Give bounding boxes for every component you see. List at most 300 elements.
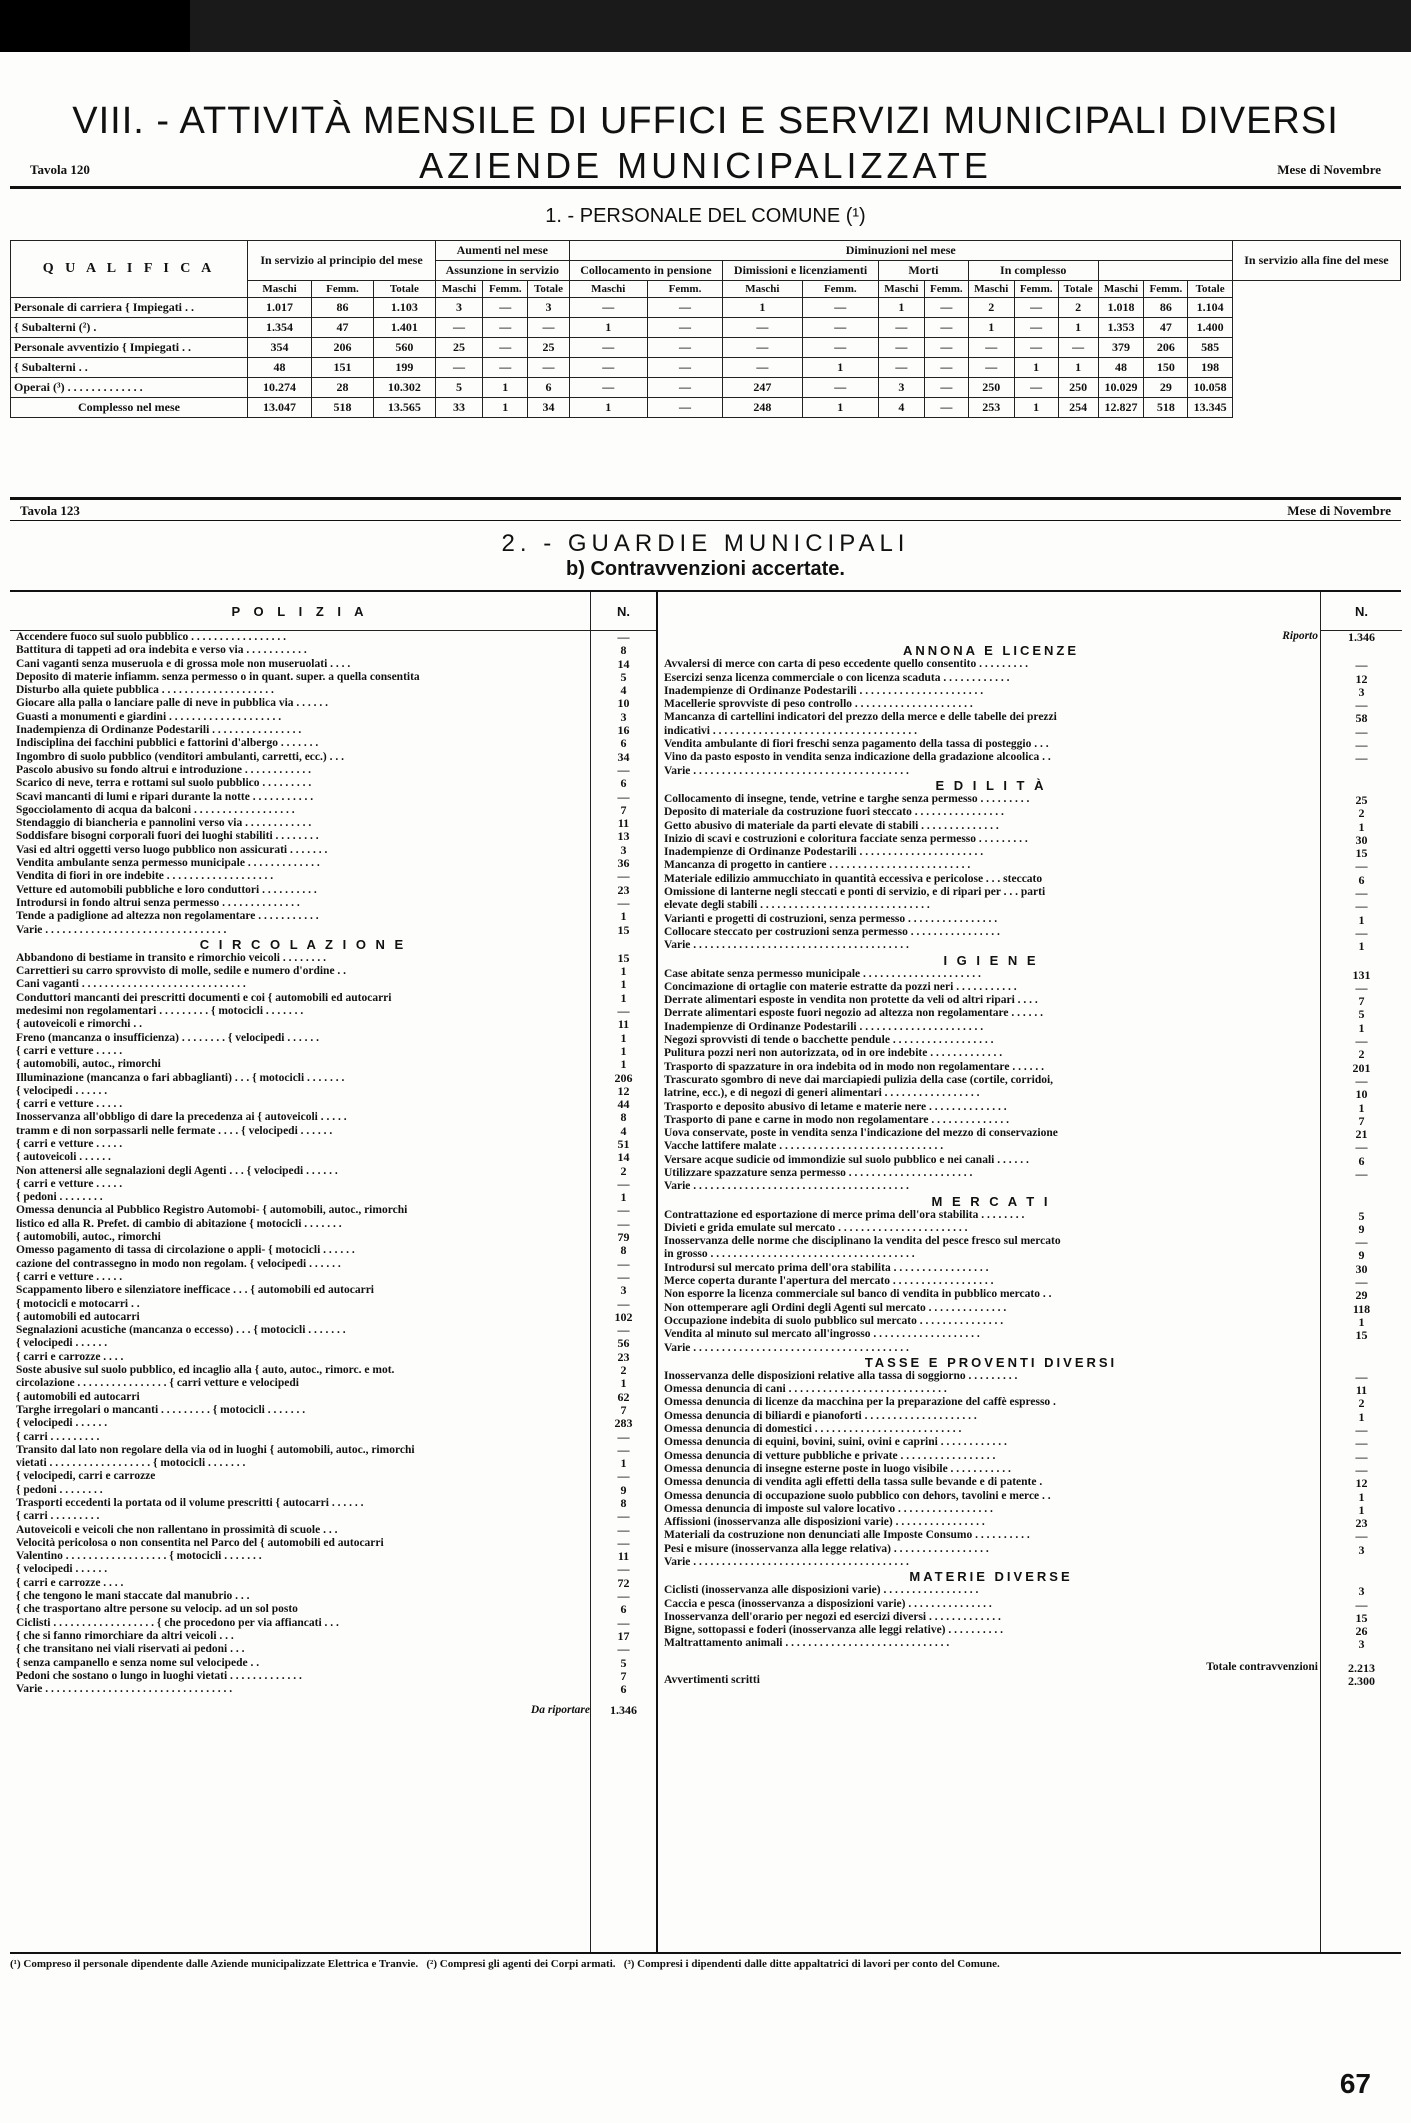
circolazione-count: 79 bbox=[617, 1230, 630, 1245]
section-header: MATERIE DIVERSE bbox=[909, 1569, 1073, 1585]
circolazione-count: 23 bbox=[617, 1349, 630, 1364]
cell: — bbox=[879, 358, 925, 378]
circolazione-count: 7 bbox=[620, 1668, 627, 1683]
avvertimenti-value: 2.300 bbox=[1348, 1674, 1375, 1689]
cell: 198 bbox=[1188, 358, 1232, 378]
cell: 199 bbox=[373, 358, 435, 378]
cell: — bbox=[647, 318, 722, 338]
circolazione-row: Segnalazioni acustiche (mancanza o eccesso) . . . { motocicli . . . . . . . bbox=[16, 1324, 346, 1337]
circolazione-count: 14 bbox=[617, 1150, 630, 1165]
row-label: { Subalterni (²) . bbox=[11, 318, 248, 338]
right-count: — bbox=[1355, 1275, 1368, 1290]
right-count: 3 bbox=[1358, 1542, 1365, 1557]
right-row: Omissione di lanterne negli steccati e ponti di servizio, e di ripari per . . . parti bbox=[664, 886, 1046, 899]
circolazione-row: vietati . . . . . . . . . . . . . . . . . . { motocicli . . . . . . . bbox=[16, 1457, 246, 1470]
circolazione-count: 3 bbox=[620, 1283, 627, 1298]
right-row: Omessa denuncia di biliardi e pianoforti . . . . . . . . . . . . . . . . . . . . bbox=[664, 1409, 977, 1422]
month-label: Mese di Novembre bbox=[1277, 162, 1381, 177]
scan-dark-corner bbox=[0, 0, 190, 52]
right-row: in grosso . . . . . . . . . . . . . . . . . . . . . . . . . . . . . . . . . . . . bbox=[664, 1248, 915, 1261]
spacer bbox=[1321, 779, 1402, 794]
table-row bbox=[11, 358, 1401, 378]
row-label: Operai (³) . . . . . . . . . . . . . bbox=[11, 378, 248, 398]
cell: 206 bbox=[312, 338, 374, 358]
footnote-3: (³) Compresi i dipendenti dalle ditte appaltatrici di lavori per conto del Comune. bbox=[623, 1958, 1000, 1970]
cell: — bbox=[924, 358, 968, 378]
circolazione-count: 2 bbox=[620, 1363, 627, 1378]
right-count: — bbox=[1355, 1597, 1368, 1612]
total-cell: 518 bbox=[312, 398, 374, 418]
cell: 3 bbox=[879, 378, 925, 398]
right-count: 23 bbox=[1355, 1516, 1368, 1531]
polizia-row: Scarico di neve, terra e rottami sul suolo pubblico . . . . . . . . . bbox=[16, 777, 312, 790]
polizia-row: Deposito di materie infiamm. senza permesso o in quant. super. a quella consentita bbox=[16, 670, 420, 683]
cell: 10.302 bbox=[373, 378, 435, 398]
right-row: Macellerie sprovviste di peso controllo . . . . . . . . . . . . . . . . . . . . . bbox=[664, 698, 973, 711]
right-row: Non esporre la licenza commerciale sul banco di vendita in pubblico mercato . . bbox=[664, 1288, 1052, 1301]
right-row: Uova conservate, poste in vendita senza l'indicazione del mezzo di conservazione bbox=[664, 1127, 1058, 1140]
tavola-label: Tavola 120 bbox=[30, 162, 90, 177]
table-row bbox=[11, 378, 1401, 398]
cell: — bbox=[483, 318, 528, 338]
polizia-row: Giocare alla palla o lanciare palle di neve in pubblica via . . . . . . bbox=[16, 697, 329, 710]
right-count: 29 bbox=[1355, 1288, 1368, 1303]
right-row: Trasporto di spazzature in ora indebita od in modo non regolamentare . . . . . . bbox=[664, 1060, 1044, 1073]
avvertimenti-label: Avvertimenti scritti bbox=[664, 1674, 760, 1687]
section-header: ANNONA E LICENZE bbox=[902, 643, 1080, 659]
circolazione-count: — bbox=[617, 1323, 630, 1338]
right-row: Non ottemperare agli Ordini degli Agenti sul mercato . . . . . . . . . . . . . . bbox=[664, 1301, 1007, 1314]
right-count: 6 bbox=[1358, 1153, 1365, 1168]
cell: — bbox=[723, 358, 802, 378]
right-row: Inosservanza dell'orario per negozi ed esercizi diversi . . . . . . . . . . . . . bbox=[664, 1610, 1001, 1623]
right-count: 201 bbox=[1352, 1060, 1371, 1075]
cell: — bbox=[723, 318, 802, 338]
right-count: — bbox=[1355, 1034, 1368, 1049]
circolazione-row: { carri e vetture . . . . . bbox=[16, 1177, 123, 1190]
right-count: — bbox=[1355, 1235, 1368, 1250]
total-row bbox=[11, 398, 1401, 418]
page-number: 67 bbox=[1339, 2068, 1371, 2099]
polizia-row: Vendita di fiori in ore indebite . . . . . . . . . . . . . . . . . . . bbox=[16, 870, 274, 883]
right-count: 10 bbox=[1355, 1087, 1368, 1102]
section1-title: 1. - PERSONALE DEL COMUNE (¹) bbox=[545, 205, 866, 227]
circolazione-row: tramm e di non sorpassarli nelle fermate . . . . { velocipedi . . . . . . bbox=[16, 1124, 333, 1137]
cell: 150 bbox=[1144, 358, 1188, 378]
right-row: Varie . . . . . . . . . . . . . . . . . . . . . . . . . . . . . . . . . . . . . . bbox=[664, 764, 909, 777]
right-count bbox=[1321, 1343, 1402, 1356]
right-row: Contrattazione ed esportazione di merce prima dell'ora stabilita . . . . . . . . bbox=[664, 1208, 1025, 1221]
cell: — bbox=[1014, 298, 1058, 318]
row-label: Personale avventizio { Impiegati . . bbox=[11, 338, 248, 358]
polizia-count: — bbox=[617, 895, 630, 910]
polizia-count: 10 bbox=[617, 696, 630, 711]
circolazione-count: 1 bbox=[620, 1376, 627, 1391]
left-total: 1.346 bbox=[610, 1703, 637, 1718]
cell: — bbox=[968, 338, 1014, 358]
right-row: Omessa denuncia di occupazione suolo pubblico con dehors, tavolini e merce . . bbox=[664, 1489, 1051, 1502]
total-cell: 13.047 bbox=[248, 398, 312, 418]
circolazione-count: 8 bbox=[620, 1496, 627, 1510]
cell: — bbox=[483, 298, 528, 318]
polizia-count: 1 bbox=[620, 909, 627, 924]
right-row: Mancanza di progetto in cantiere . . . . . . . . . . . . . . . . . . . . . . . . . bbox=[664, 859, 971, 872]
right-count: 1 bbox=[1358, 1100, 1365, 1115]
section-header: M E R C A T I bbox=[931, 1193, 1051, 1209]
right-row: Trasporto e deposito abusivo di letame e materie nere . . . . . . . . . . . . . . bbox=[664, 1100, 1007, 1113]
total-cell: 13.565 bbox=[373, 398, 435, 418]
total-cell: 1 bbox=[569, 398, 647, 418]
circolazione-row: Omesso pagamento di tassa di circolazione o appli- { motocicli . . . . . . bbox=[16, 1244, 355, 1257]
col-diminuzioni: Diminuzioni nel mese bbox=[569, 241, 1232, 261]
cell: 1.401 bbox=[373, 318, 435, 338]
right-number-column bbox=[1320, 592, 1402, 1952]
polizia-row: Scavi mancanti di lumi e ripari durante la notte . . . . . . . . . . . bbox=[16, 790, 314, 803]
right-count: 21 bbox=[1355, 1127, 1368, 1142]
right-row: Inadempienze di Ordinanze Podestarili . . . . . . . . . . . . . . . . . . . . . . bbox=[664, 1020, 984, 1033]
polizia-row: Guasti a monumenti e giardini . . . . . . . . . . . . . . . . . . . . bbox=[16, 710, 282, 723]
cell: 2 bbox=[1058, 298, 1098, 318]
circolazione-row: Scappamento libero e silenziatore inefficace . . . { automobili ed autocarri bbox=[16, 1284, 374, 1297]
cell: — bbox=[924, 298, 968, 318]
right-count: — bbox=[1355, 724, 1368, 739]
circolazione-row: listico ed alla R. Prefet. di cambio di abitazione { motocicli . . . . . . . bbox=[16, 1217, 342, 1230]
right-count: 58 bbox=[1355, 711, 1368, 726]
circolazione-count: 283 bbox=[614, 1416, 633, 1431]
circolazione-row: { automobili, autoc., rimorchi bbox=[16, 1231, 161, 1244]
circolazione-count: 4 bbox=[620, 1123, 627, 1138]
circolazione-count: — bbox=[617, 1203, 630, 1218]
right-row: Varie . . . . . . . . . . . . . . . . . . . . . . . . . . . . . . . . . . . . . . bbox=[664, 939, 909, 952]
right-count: — bbox=[1355, 925, 1368, 940]
cell: — bbox=[924, 318, 968, 338]
cell: — bbox=[647, 378, 722, 398]
total-label: Complesso nel mese bbox=[11, 398, 248, 418]
cell: 1 bbox=[569, 318, 647, 338]
circolazione-row: Trasporti eccedenti la portata od il volume prescritti { autocarri . . . . . . bbox=[16, 1497, 364, 1509]
cell: 1 bbox=[1058, 318, 1098, 338]
totale-label: Totale contravvenzioni bbox=[1206, 1660, 1318, 1673]
cell: — bbox=[1014, 318, 1058, 338]
circolazione-count: — bbox=[617, 1535, 630, 1550]
circolazione-count: 1 bbox=[620, 1030, 627, 1045]
cell: — bbox=[569, 358, 647, 378]
circolazione-row: { velocipedi . . . . . . bbox=[16, 1417, 108, 1430]
circolazione-row: Valentino . . . . . . . . . . . . . . . . . . { motocicli . . . . . . . bbox=[16, 1550, 262, 1563]
circolazione-row: { carri e vetture . . . . . bbox=[16, 1270, 123, 1283]
right-count: — bbox=[1355, 698, 1368, 713]
total-cell: 13.345 bbox=[1188, 398, 1232, 418]
subhead-cell: Femm. bbox=[1144, 281, 1188, 298]
subhead-cell: Maschi bbox=[569, 281, 647, 298]
right-count: — bbox=[1355, 1462, 1368, 1477]
circolazione-count: 44 bbox=[617, 1097, 630, 1112]
circolazione-row: Cani vaganti . . . . . . . . . . . . . . . . . . . . . . . . . . . . . bbox=[16, 978, 246, 991]
cell: 354 bbox=[248, 338, 312, 358]
right-count: 15 bbox=[1355, 1610, 1368, 1625]
polizia-row: Varie . . . . . . . . . . . . . . . . . . . . . . . . . . . . . . . . bbox=[16, 923, 227, 936]
circolazione-row: { velocipedi . . . . . . bbox=[16, 1563, 108, 1576]
circolazione-count: — bbox=[617, 1216, 630, 1231]
subhead-cell: Femm. bbox=[802, 281, 878, 298]
circolazione-count: 12 bbox=[617, 1083, 630, 1098]
right-row: Omessa denuncia di imposte sul valore locativo . . . . . . . . . . . . . . . . . bbox=[664, 1502, 993, 1515]
circolazione-count: — bbox=[617, 1522, 630, 1537]
subhead-cell: Totale bbox=[373, 281, 435, 298]
circolazione-count: 206 bbox=[614, 1070, 633, 1085]
total-cell: 254 bbox=[1058, 398, 1098, 418]
right-count: — bbox=[1355, 899, 1368, 914]
circolazione-count: — bbox=[617, 1589, 630, 1604]
right-row: Vendita al minuto sul mercato all'ingrosso . . . . . . . . . . . . . . . . . . . bbox=[664, 1328, 980, 1341]
polizia-count: 14 bbox=[617, 656, 630, 671]
subhead-cell: Maschi bbox=[879, 281, 925, 298]
circolazione-row: { automobili, autoc., rimorchi bbox=[16, 1058, 161, 1071]
right-count: 2 bbox=[1358, 1396, 1365, 1411]
circolazione-count: — bbox=[617, 1429, 630, 1444]
cell: 25 bbox=[435, 338, 482, 358]
circolazione-row: cazione del contrassegno in modo non regolam. { velocipedi . . . . . . bbox=[16, 1257, 341, 1270]
right-count bbox=[1321, 766, 1402, 779]
right-count: — bbox=[1355, 1449, 1368, 1464]
cell: 3 bbox=[528, 298, 569, 318]
cell: 1 bbox=[723, 298, 802, 318]
right-count: 3 bbox=[1358, 1637, 1365, 1652]
right-count: 12 bbox=[1355, 671, 1368, 686]
row-label: { Subalterni . . bbox=[11, 358, 248, 378]
right-count: 118 bbox=[1352, 1301, 1371, 1316]
circolazione-row: { carri e vetture . . . . . bbox=[16, 1044, 123, 1057]
cell: — bbox=[528, 358, 569, 378]
right-row: Pulitura pozzi neri non autorizzata, od in ore indebite . . . . . . . . . . . . . bbox=[664, 1047, 1003, 1060]
right-row: Affissioni (inosservanza alle disposizioni varie) . . . . . . . . . . . . . . . . bbox=[664, 1516, 985, 1529]
personale-table bbox=[10, 240, 1401, 418]
cell: — bbox=[1014, 378, 1058, 398]
tavola-label-2: Tavola 123 bbox=[20, 503, 80, 518]
right-count: 2 bbox=[1358, 1047, 1365, 1062]
circolazione-row: { carri e carrozze . . . . bbox=[16, 1350, 124, 1363]
polizia-count: 6 bbox=[620, 736, 627, 751]
right-count: 3 bbox=[1358, 684, 1365, 699]
cell: — bbox=[1014, 338, 1058, 358]
polizia-row: Vasi ed altri oggetti verso luogo pubblico non assicurati . . . . . . . bbox=[16, 843, 328, 856]
cell: 2 bbox=[968, 298, 1014, 318]
divider bbox=[10, 497, 1401, 500]
circolazione-count: 8 bbox=[620, 1243, 627, 1258]
cell: 3 bbox=[435, 298, 482, 318]
right-row: Materiale edilizio ammucchiato in quantità eccessiva e pericolose . . . steccato bbox=[664, 872, 1043, 885]
circolazione-count: — bbox=[617, 1509, 630, 1524]
circolazione-row: Velocità pericolosa o non consentita nel Parco del { automobili ed autocarri bbox=[16, 1536, 384, 1549]
cell: 206 bbox=[1144, 338, 1188, 358]
cell: 25 bbox=[528, 338, 569, 358]
table-row bbox=[11, 298, 1401, 318]
polizia-count: 7 bbox=[620, 802, 627, 817]
cell: 48 bbox=[248, 358, 312, 378]
right-count: 30 bbox=[1355, 832, 1368, 847]
cell: — bbox=[802, 318, 878, 338]
right-row: Omessa denuncia di vetture pubbliche e private . . . . . . . . . . . . . . . . . bbox=[664, 1449, 996, 1462]
right-count: 12 bbox=[1355, 1476, 1368, 1491]
circolazione-header: C I R C O L A Z I O N E bbox=[199, 936, 407, 952]
spacer bbox=[1321, 954, 1402, 969]
cell: 86 bbox=[1144, 298, 1188, 318]
circolazione-row: Pedoni che sostano o lungo in luoghi vietati . . . . . . . . . . . . . bbox=[16, 1669, 302, 1682]
right-row: Derrate alimentari esposte fuori negozio ad altezza non regolamentare . . . . . . bbox=[664, 1007, 1043, 1020]
cell: 1.018 bbox=[1098, 298, 1144, 318]
right-row: Derrate alimentari esposte in vendita non protette da veli od altri ripari . . . . bbox=[664, 994, 1038, 1007]
right-count: 1 bbox=[1358, 1502, 1365, 1517]
circolazione-row: { che trasportano altre persone su velocip. ad un sol posto bbox=[16, 1603, 298, 1616]
right-count: — bbox=[1355, 1529, 1368, 1544]
cell: 10.274 bbox=[248, 378, 312, 398]
cell: 1 bbox=[879, 298, 925, 318]
circolazione-row: Inosservanza all'obbligo di dare la precedenza ai { autoveicoli . . . . . bbox=[16, 1111, 347, 1124]
cell: 47 bbox=[1144, 318, 1188, 338]
circolazione-count: — bbox=[617, 1269, 630, 1284]
circolazione-row: { velocipedi . . . . . . bbox=[16, 1337, 108, 1350]
cell: 250 bbox=[968, 378, 1014, 398]
right-count: — bbox=[1355, 1166, 1368, 1181]
circolazione-row: Illuminazione (mancanza o fari abbaglianti) . . . { motocicli . . . . . . . bbox=[16, 1071, 345, 1084]
right-count: — bbox=[1355, 859, 1368, 874]
right-row: Omessa denuncia di domestici . . . . . . . . . . . . . . . . . . . . . . . . . . bbox=[664, 1423, 962, 1436]
right-row: Inizio di scavi e costruzioni e coloritura facciate senza permesso . . . . . . . . . bbox=[664, 832, 1028, 845]
spacer bbox=[1321, 644, 1402, 659]
section-header: E D I L I T À bbox=[935, 777, 1047, 793]
left-number-column bbox=[590, 592, 658, 1952]
right-row: Versare acque sudicie od immondizie sul suolo pubblico e nei canali . . . . . . bbox=[664, 1153, 1029, 1166]
right-count bbox=[1321, 1557, 1402, 1570]
polizia-count: 11 bbox=[617, 816, 630, 831]
polizia-row: Tende a padiglione ad altezza non regolamentare . . . . . . . . . . . bbox=[16, 910, 319, 923]
total-cell: 12.827 bbox=[1098, 398, 1144, 418]
right-row: Varianti e progetti di costruzioni, senza permesso . . . . . . . . . . . . . . . . bbox=[664, 912, 998, 925]
cell: 1.017 bbox=[248, 298, 312, 318]
right-row: Bigne, sottopassi e foderi (inosservanza alle leggi relative) . . . . . . . . . . bbox=[664, 1624, 1003, 1637]
riporto-label: Riporto bbox=[1282, 630, 1318, 642]
circolazione-count: 5 bbox=[620, 1655, 627, 1670]
circolazione-row: circolazione . . . . . . . . . . . . . . . . { carri vetture e velocipedi bbox=[16, 1377, 299, 1390]
right-row: Varie . . . . . . . . . . . . . . . . . . . . . . . . . . . . . . . . . . . . . . bbox=[664, 1341, 909, 1354]
col-morti: Morti bbox=[879, 261, 969, 281]
right-count: 2 bbox=[1358, 806, 1365, 821]
right-row: Occupazione indebita di suolo pubblico sul mercato . . . . . . . . . . . . . . . bbox=[664, 1314, 1004, 1327]
cell: — bbox=[647, 338, 722, 358]
col-collocamento: Collocamento in pensione bbox=[569, 261, 723, 281]
right-row: Collocare steccato per costruzioni senza permesso . . . . . . . . . . . . . . . . bbox=[664, 925, 1000, 938]
circolazione-count: 6 bbox=[620, 1602, 627, 1617]
footnotes bbox=[10, 1958, 1401, 1970]
cell: 379 bbox=[1098, 338, 1144, 358]
polizia-count: — bbox=[617, 762, 630, 777]
right-row: Merce coperta durante l'apertura del mercato . . . . . . . . . . . . . . . . . . bbox=[664, 1275, 994, 1288]
cell: — bbox=[879, 318, 925, 338]
right-row: Vacche lattifere malate . . . . . . . . . . . . . . . . . . . . . . . . . . . . . bbox=[664, 1140, 944, 1153]
subhead-cell: Totale bbox=[1058, 281, 1098, 298]
col-complesso: In complesso bbox=[968, 261, 1098, 281]
polizia-row: Inadempienza di Ordinanze Podestarili . . . . . . . . . . . . . . . . bbox=[16, 724, 302, 737]
cell: 1 bbox=[968, 318, 1014, 338]
section-header: TASSE E PROVENTI DIVERSI bbox=[864, 1354, 1118, 1370]
col-assunzione: Assunzione in servizio bbox=[435, 261, 569, 281]
subhead-cell: Femm. bbox=[647, 281, 722, 298]
section-header: I G I E N E bbox=[943, 952, 1039, 968]
polizia-count: 36 bbox=[617, 856, 630, 871]
subhead-cell: Maschi bbox=[723, 281, 802, 298]
circolazione-count: 56 bbox=[617, 1336, 630, 1351]
cell: 247 bbox=[723, 378, 802, 398]
polizia-row: Introdursi in fondo altrui senza permesso . . . . . . . . . . . . . . bbox=[16, 896, 300, 909]
circolazione-count: 102 bbox=[614, 1309, 633, 1324]
right-row: Inadempienze di Ordinanze Podestarili . . . . . . . . . . . . . . . . . . . . . . bbox=[664, 684, 984, 697]
right-count: — bbox=[1355, 738, 1368, 753]
circolazione-row: { carri e vetture . . . . . bbox=[16, 1098, 123, 1111]
spacer bbox=[1321, 1356, 1402, 1371]
table-row bbox=[11, 318, 1401, 338]
total-cell: 1 bbox=[483, 398, 528, 418]
right-row: Utilizzare spazzature senza permesso . . . . . . . . . . . . . . . . . . . . . . bbox=[664, 1166, 973, 1179]
circolazione-count: 1 bbox=[620, 1190, 627, 1205]
scan-dark-border bbox=[0, 0, 1411, 52]
circolazione-row: { che tengono le mani staccate dal manubrio . . . bbox=[16, 1590, 250, 1603]
cell: — bbox=[647, 358, 722, 378]
polizia-row: Disturbo alla quiete pubblica . . . . . . . . . . . . . . . . . . . . bbox=[16, 684, 274, 697]
subhead-cell: Femm. bbox=[483, 281, 528, 298]
circolazione-row: Soste abusive sul suolo pubblico, ed incaglio alla { auto, autoc., rimorc. e mot. bbox=[16, 1364, 395, 1377]
circolazione-row: { carri . . . . . . . . . bbox=[16, 1430, 100, 1443]
right-count: 5 bbox=[1358, 1208, 1365, 1223]
circolazione-row: medesimi non regolamentari . . . . . . . . . { motocicli . . . . . . . bbox=[16, 1005, 304, 1018]
circolazione-count: 9 bbox=[620, 1482, 627, 1497]
subhead-cell: Totale bbox=[1188, 281, 1232, 298]
circolazione-row: { automobili ed autocarri bbox=[16, 1310, 140, 1323]
riporto-value: 1.346 bbox=[1348, 630, 1375, 644]
circolazione-count: — bbox=[617, 1176, 630, 1191]
cell: 560 bbox=[373, 338, 435, 358]
cell: — bbox=[802, 378, 878, 398]
section2-title: 2. - GUARDIE MUNICIPALI bbox=[501, 530, 910, 557]
right-row: Collocamento di insegne, tende, vetrine e targhe senza permesso . . . . . . . . . bbox=[664, 792, 1030, 805]
right-count: 11 bbox=[1355, 1383, 1368, 1398]
polizia-count: 13 bbox=[617, 829, 630, 844]
polizia-count: 16 bbox=[617, 723, 630, 738]
n-header-right: N. bbox=[1321, 592, 1402, 631]
circolazione-row: Carrettieri su carro sprovvisto di molle, sedile e numero d'ordine . . bbox=[16, 965, 347, 978]
page-subtitle: AZIENDE MUNICIPALIZZATE bbox=[419, 145, 992, 186]
table-row bbox=[11, 338, 1401, 358]
cell: 10.029 bbox=[1098, 378, 1144, 398]
cell: — bbox=[569, 298, 647, 318]
subhead-cell: Maschi bbox=[435, 281, 482, 298]
polizia-row: Sgocciolamento di acqua da balconi . . . . . . . . . . . . . . . . . . bbox=[16, 803, 295, 816]
right-count: — bbox=[1355, 980, 1368, 995]
cell: 6 bbox=[528, 378, 569, 398]
circolazione-count: — bbox=[617, 1469, 630, 1484]
right-count: — bbox=[1355, 886, 1368, 901]
cell: 1.104 bbox=[1188, 298, 1232, 318]
left-total-label: Da riportare bbox=[530, 1704, 590, 1717]
right-row: Maltrattamento animali . . . . . . . . . . . . . . . . . . . . . . . . . . . . . bbox=[664, 1637, 950, 1650]
cell: 10.058 bbox=[1188, 378, 1232, 398]
spacer bbox=[591, 937, 656, 952]
total-cell: 253 bbox=[968, 398, 1014, 418]
total-cell: — bbox=[924, 398, 968, 418]
cell: — bbox=[483, 358, 528, 378]
cell: 5 bbox=[435, 378, 482, 398]
total-cell: 4 bbox=[879, 398, 925, 418]
total-cell: 518 bbox=[1144, 398, 1188, 418]
